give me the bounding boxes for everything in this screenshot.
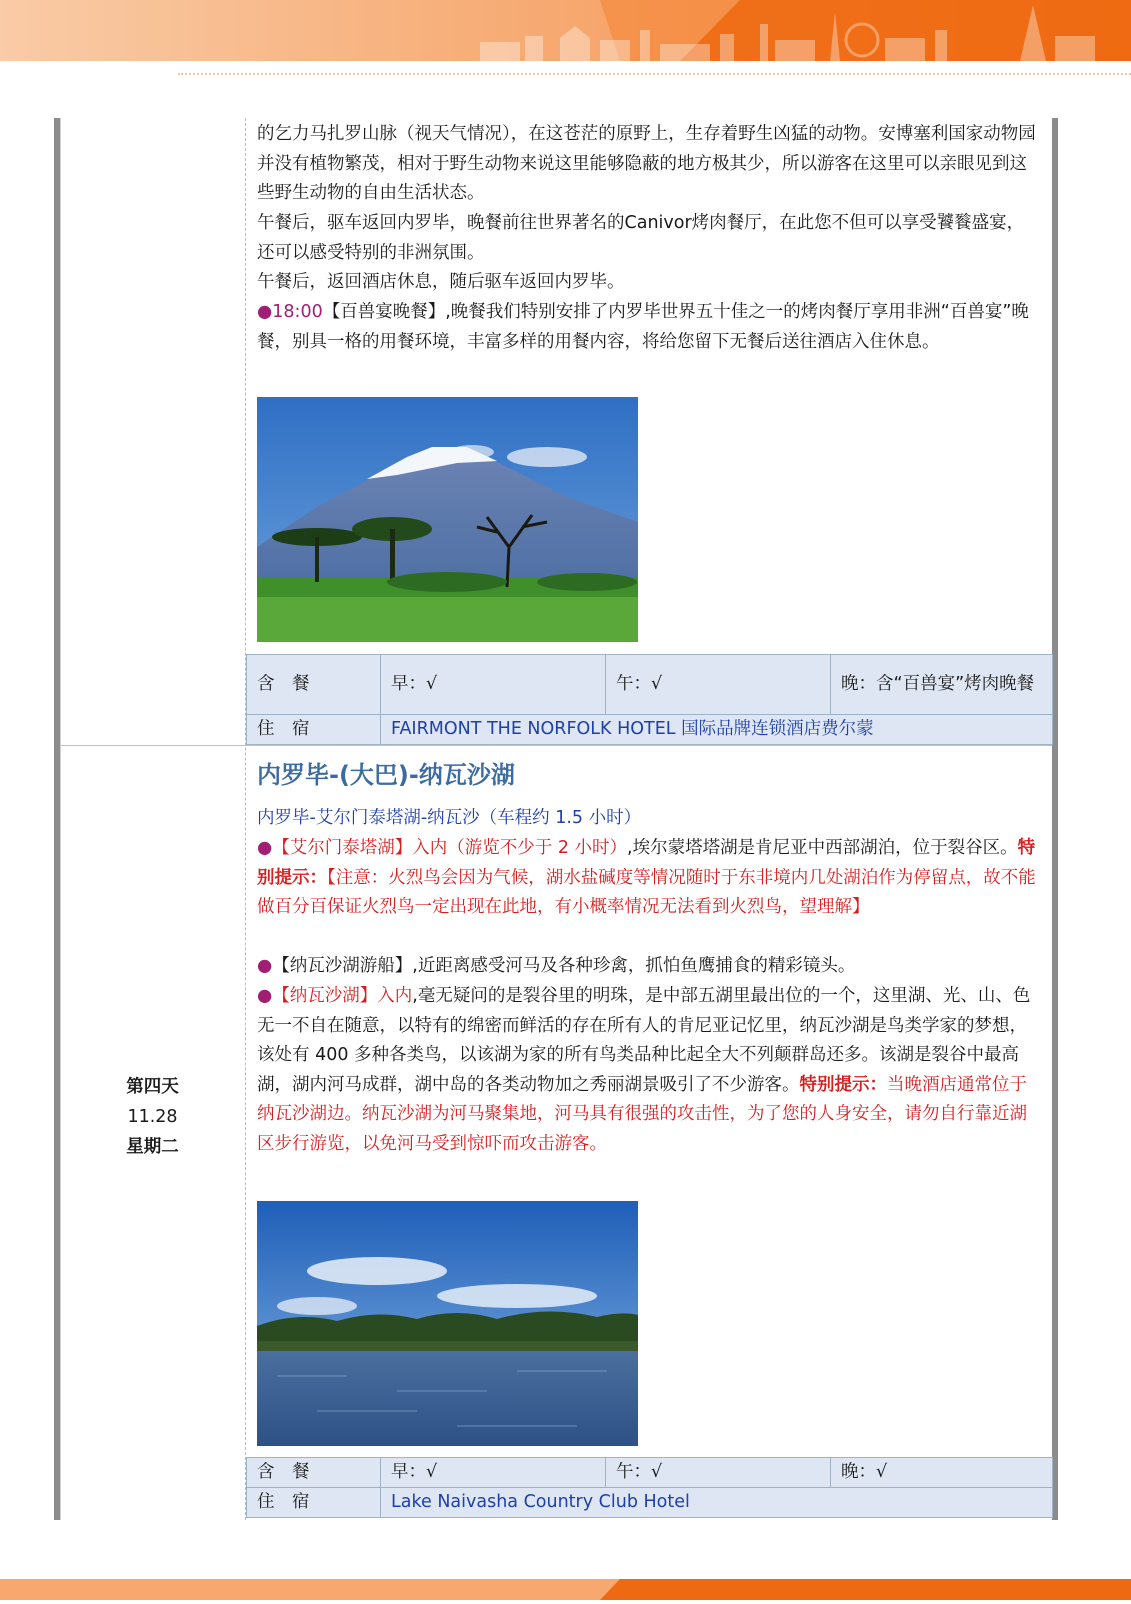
day-name: 第四天: [126, 1077, 179, 1097]
naivasha-text: ,毫无疑问的是裂谷里的明珠，是中部五湖里最出位的一个，这里湖、光、山、色无一不自在随意，以特有的绵密而鲜活的存在所有人的肯尼亚记忆里，纳瓦沙湖是鸟类学家的梦想，该处有 400 多种各类鸟，以该湖为家的所有鸟类品种比起全大不列颠群岛还多。该湖是裂谷中最高湖，湖内河马成群，湖中岛的各类动物加之秀丽湖景吸引了不少游客。: [257, 986, 1031, 1095]
day4-label: [60, 1072, 245, 1162]
boat-text: ,近距离感受河马及各种珍禽，抓怕鱼鹰捕食的精彩镜头。: [412, 956, 856, 976]
frame-inner-border: [60, 118, 61, 1520]
day3-stay-row: [247, 715, 1053, 745]
day4-route: 内罗毕-艾尔门泰塔湖-纳瓦沙（车程约 1.5 小时）: [257, 808, 642, 828]
dinner-text: ,晚餐我们特别安排了内罗毕世界五十佳之一的烤肉餐厅享用非洲“百兽宴”晚餐，别具一格的用餐环境，丰富多样的用餐内容，将给您留下无餐后送往酒店入住休息。: [257, 302, 1029, 352]
meals-label: 含 餐: [247, 1458, 381, 1488]
flamingo-tip: 【注意：火烈鸟会因为气候，湖水盐碱度等情况随时于东非境内几处湖泊作为停留点，故不能做百分百保证火烈鸟一定出现在此地，有小概率情况无法看到火烈鸟，望理解】: [257, 867, 1036, 917]
naivasha-tag: 【纳瓦沙湖】入内: [272, 986, 413, 1006]
elementaita-tag: 【艾尔门泰塔湖】入内（游览不少于 2 小时）: [272, 838, 628, 858]
lunch-cell: 午：√: [606, 1458, 831, 1488]
header-divider: [178, 73, 1131, 75]
day3-dinner-paragraph: [257, 298, 1040, 357]
dinner-cell: 晚：√: [831, 1458, 1053, 1488]
day4-meal-table: [246, 1457, 1053, 1518]
bullet-icon: ●: [257, 956, 273, 976]
day3-meal-table: [246, 654, 1053, 745]
boat-tag: 【纳瓦沙湖游船】: [272, 956, 413, 976]
header-banner: [0, 0, 1131, 61]
day4-title: 内罗毕-(大巴)-纳瓦沙湖: [257, 761, 515, 789]
bullet-icon: ●: [257, 838, 273, 858]
day3-paragraph-1: 的乞力马扎罗山脉（视天气情况），在这苍茫的原野上，生存着野生凶猛的动物。安博塞利国家动物园并没有植物繁茂，相对于野生动物来说这里能够隐蔽的地方极其少，所以游客在这里可以亲眼见到这些野生动物的自由生活状态。: [257, 124, 1036, 203]
kilimanjaro-photo: [257, 397, 638, 642]
day4-meals-row: [247, 1458, 1053, 1488]
dinner-time: 18:00: [272, 302, 323, 322]
frame-right-border: [1052, 118, 1058, 1520]
day3-paragraph-3: 午餐后，返回酒店休息，随后驱车返回内罗毕。: [257, 272, 625, 292]
footer-band: [0, 1579, 1131, 1600]
day4-stay-row: [247, 1488, 1053, 1518]
breakfast-cell: 早：√: [381, 655, 606, 715]
dinner-cell: 晚：含“百兽宴”烤肉晚餐: [831, 655, 1053, 715]
day3-meals-row: [247, 655, 1053, 715]
day4-bullet-3: [257, 982, 1040, 1159]
day3-paragraph-2: 午餐后，驱车返回内罗毕，晚餐前往世界著名的Canivor烤肉餐厅，在此您不但可以享受饕餮盛宴，还可以感受特别的非洲氛围。: [257, 213, 1025, 263]
tip-label: 特别提示：: [257, 838, 1036, 888]
hotel-cell: FAIRMONT THE NORFOLK HOTEL 国际品牌连锁酒店费尔蒙: [381, 715, 1053, 745]
stay-label: 住 宿: [247, 715, 381, 745]
breakfast-cell: 早：√: [381, 1458, 606, 1488]
column-divider: [245, 118, 246, 1520]
bullet-icon: ●: [257, 986, 273, 1006]
tip-label: 特别提示：: [799, 1074, 887, 1095]
meals-label: 含 餐: [247, 655, 381, 715]
elementaita-text: ,埃尔蒙塔塔湖是肯尼亚中西部湖泊，位于裂谷区。: [627, 838, 1018, 858]
day-row-divider: [60, 745, 1052, 746]
day4-bullet-2: [257, 952, 1040, 982]
day4-bullet-1: [257, 834, 1040, 923]
lake-naivasha-photo: [257, 1201, 638, 1446]
dinner-tag: 【百兽宴晚餐】: [322, 302, 446, 322]
stay-label: 住 宿: [247, 1488, 381, 1518]
day-date: 11.28: [127, 1107, 178, 1127]
hippo-tip: 当晚酒店通常位于纳瓦沙湖边。纳瓦沙湖为河马聚集地，河马具有很强的攻击性，为了您的人身安全，请勿自行靠近湖区步行游览，以免河马受到惊吓而攻击游客。: [257, 1074, 1027, 1154]
header-skyline-graphic: [0, 0, 1131, 61]
day-weekday: 星期二: [126, 1137, 179, 1157]
hotel-cell: Lake Naivasha Country Club Hotel: [381, 1488, 1053, 1518]
bullet-icon: ●: [257, 302, 273, 322]
lunch-cell: 午：√: [606, 655, 831, 715]
